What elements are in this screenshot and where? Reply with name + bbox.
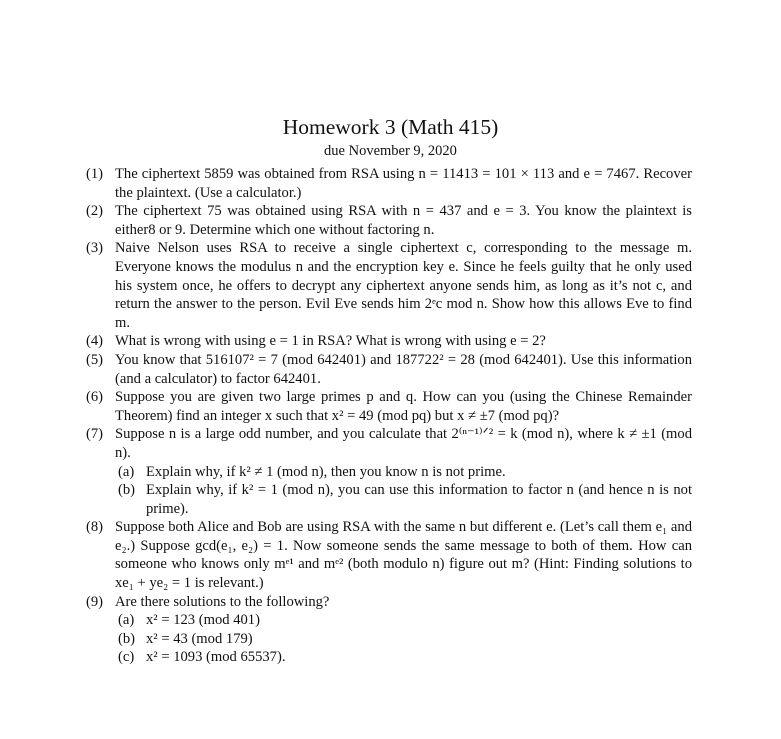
subproblem-9a [115,611,692,630]
subproblem-7a [115,463,692,482]
subproblem-label: (a) [118,463,135,480]
problem-text: The ciphertext 75 was obtained using RSA with n = 437 and e = 3. You know the plaintext is either8 or 9. Determine which one without factoring n. [115,203,692,238]
problem-number: (2) [86,203,104,220]
subproblem-label: (a) [118,612,135,629]
subproblem-9b [115,630,692,649]
problem-number: (5) [86,351,104,368]
problem-text: Suppose n is a large odd number, and you calculate that 2⁽ⁿ⁻¹⁾ᐟ² = k (mod n), where k ≠ ±1 (mod n). [115,426,692,461]
subproblem-text: x² = 1093 (mod 65537). [146,649,286,666]
problem-6 [86,388,692,425]
problem-number: (6) [86,389,104,406]
problem-number: (7) [86,426,104,443]
subproblem-text: x² = 123 (mod 401) [146,612,260,629]
problem-list [86,165,692,667]
problem-text: The ciphertext 5859 was obtained from RSA using n = 11413 = 101 × 113 and e = 7467. Recover the plaintext. (Use a calculator.) [115,166,692,201]
problem-2 [86,202,692,239]
problem-number: (3) [86,240,104,257]
problem-number: (9) [86,593,104,610]
problem-9 [86,593,692,667]
problem-number: (8) [86,519,104,536]
problem-text: Are there solutions to the following? [115,593,330,610]
problem-text: Suppose both Alice and Bob are using RSA with the same n but different e. (Let’s call them e₁ and e₂.) Suppose gcd(e₁, e₂) = 1. Now someone sends the same message to both of them. How can someone who knows only mᵉ¹ and mᵉ² (both modulo n) figure out m? (Hint: Finding solutions to xe₁ + ye₂ = 1 is relevant.) [115,519,692,592]
problem-4 [86,332,692,351]
problem-number: (1) [86,166,104,182]
problem-1 [86,165,692,202]
problem-text: Naive Nelson uses RSA to receive a single ciphertext c, corresponding to the message m. Everyone knows the modulus n and the encryption key e. Since he feels guilty that he only used his system once, he offers to decrypt any ciphertext anyone sends him, as long as it’s not c, and return the answer to the person. Evil Eve sends him 2ᵉc mod n. Show how this allows Eve to find m. [115,240,692,331]
problem-text: What is wrong with using e = 1 in RSA? What is wrong with using e = 2? [115,333,546,350]
subproblem-label: (b) [118,630,136,647]
problem-text: Suppose you are given two large primes p and q. How can you (using the Chinese Remainder Theorem) find an integer x such that x² = 49 (mod pq) but x ≠ ±7 (mod pq)? [115,389,692,424]
page-title: Homework 3 (Math 415) [282,115,499,139]
subproblem-text: Explain why, if k² ≠ 1 (mod n), then you know n is not prime. [146,463,506,480]
problem-5 [86,351,692,388]
problem-8 [86,518,692,592]
subproblem-7b [115,481,692,518]
subproblem-text: x² = 43 (mod 179) [146,630,253,647]
due-date: due November 9, 2020 [324,143,457,159]
subproblem-label: (c) [118,649,135,666]
problem-7 [86,425,692,518]
subproblem-label: (b) [118,482,136,499]
problem-text: You know that 516107² = 7 (mod 642401) and 187722² = 28 (mod 642401). Use this information (and a calculator) to factor 642401. [115,351,692,387]
subproblem-9c [115,648,692,667]
problem-3 [86,239,692,332]
subproblem-text: Explain why, if k² = 1 (mod n), you can use this information to factor n (and hence n is not prime). [146,482,692,517]
problem-number: (4) [86,333,104,350]
